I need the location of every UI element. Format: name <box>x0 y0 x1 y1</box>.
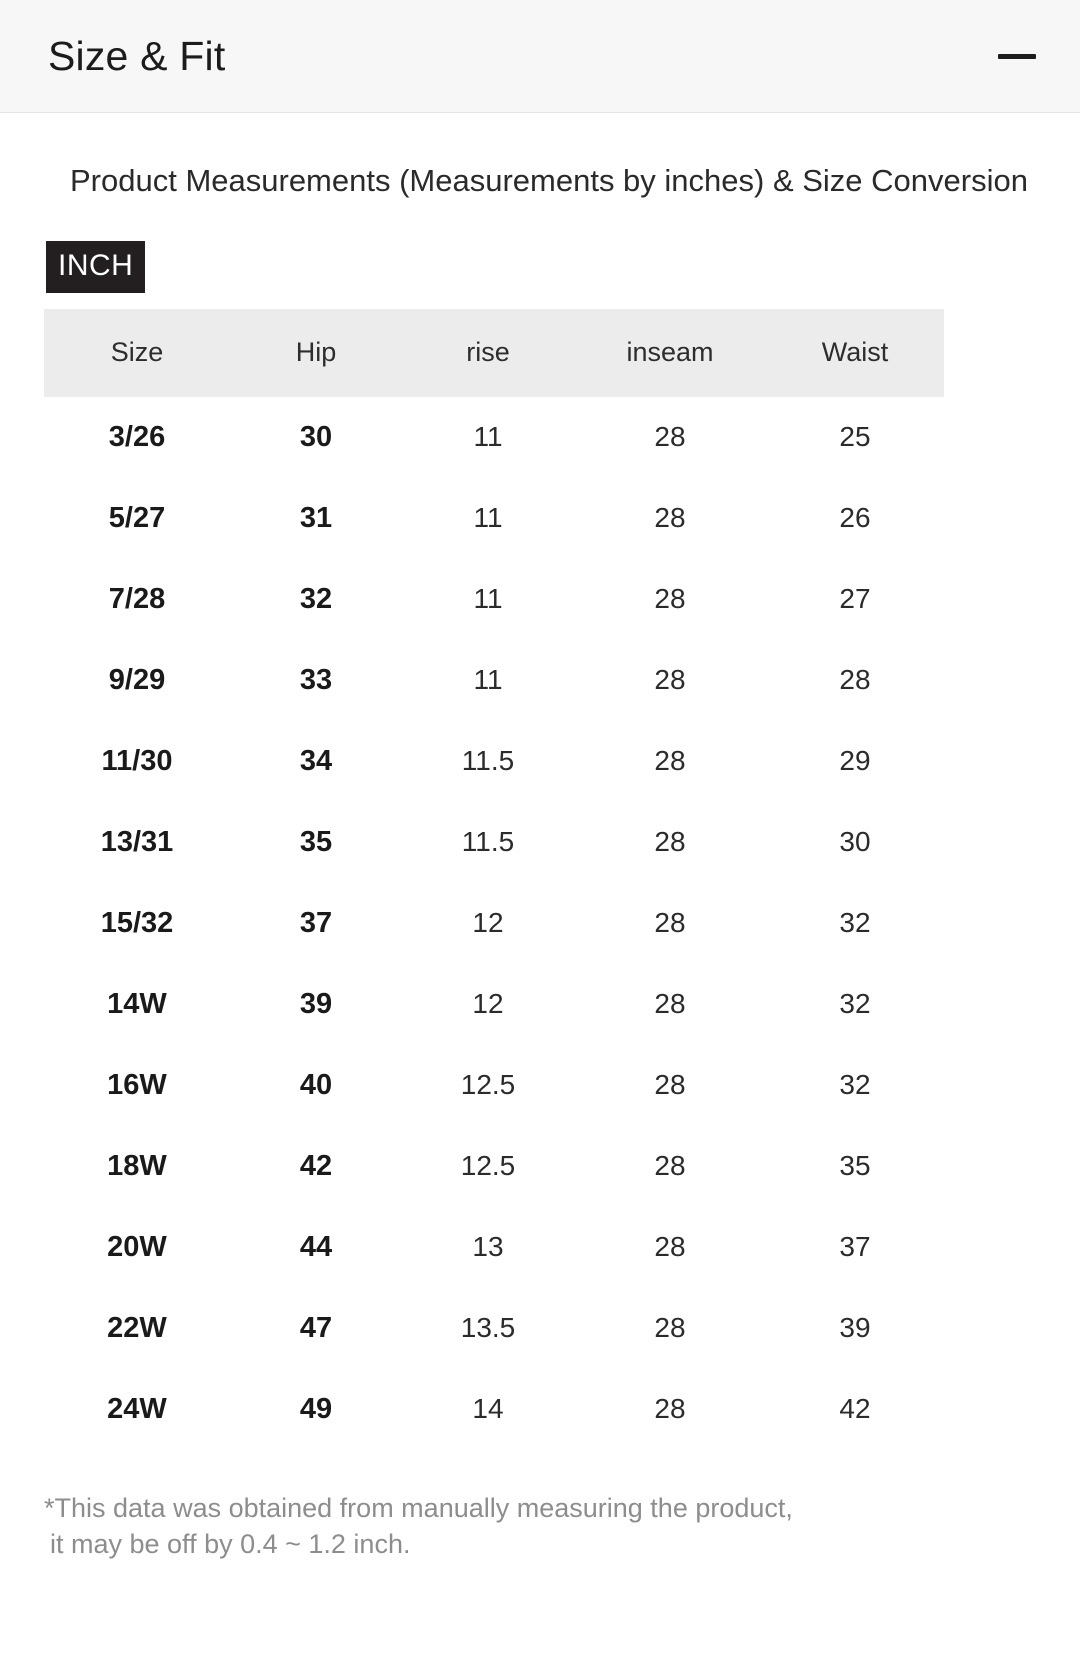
cell-size: 7/28 <box>108 582 166 615</box>
table-row <box>44 1288 944 1369</box>
cell-waist: 32 <box>839 1069 871 1101</box>
table-row <box>44 883 944 964</box>
cell-hip: 40 <box>299 1068 333 1101</box>
table-row <box>44 802 944 883</box>
cell-inseam: 28 <box>654 745 686 777</box>
cell-rise: 12.5 <box>460 1069 516 1101</box>
cell-inseam: 28 <box>654 664 686 696</box>
cell-rise: 11 <box>473 664 503 696</box>
cell-inseam: 28 <box>654 421 686 453</box>
section-header[interactable] <box>0 0 1080 113</box>
cell-size: 20W <box>107 1230 167 1263</box>
cell-size: 22W <box>107 1311 167 1344</box>
cell-waist: 25 <box>839 421 871 453</box>
column-header-size: Size <box>44 309 230 397</box>
table-row <box>44 559 944 640</box>
cell-waist: 32 <box>839 907 871 939</box>
cell-hip: 47 <box>299 1311 333 1344</box>
cell-size: 11/30 <box>101 744 173 777</box>
cell-rise: 12.5 <box>460 1150 516 1182</box>
table-row <box>44 1045 944 1126</box>
cell-rise: 11 <box>473 502 503 534</box>
cell-inseam: 28 <box>654 502 686 534</box>
cell-rise: 14 <box>472 1393 504 1425</box>
cell-rise: 13 <box>472 1231 504 1263</box>
cell-inseam: 28 <box>654 1312 686 1344</box>
cell-waist: 27 <box>839 583 871 615</box>
cell-inseam: 28 <box>654 826 686 858</box>
cell-size: 15/32 <box>100 906 174 939</box>
cell-hip: 44 <box>299 1230 333 1263</box>
cell-hip: 31 <box>299 501 333 534</box>
cell-waist: 32 <box>839 988 871 1020</box>
cell-rise: 11.5 <box>461 745 515 777</box>
cell-inseam: 28 <box>654 1069 686 1101</box>
cell-waist: 26 <box>839 502 871 534</box>
cell-size: 13/31 <box>100 825 174 858</box>
content-area <box>0 161 1080 1563</box>
cell-hip: 34 <box>299 744 333 777</box>
column-header-waist: Waist <box>766 309 944 397</box>
cell-size: 18W <box>107 1149 167 1182</box>
table-row <box>44 964 944 1045</box>
cell-inseam: 28 <box>654 907 686 939</box>
measurement-disclaimer <box>44 1490 1036 1563</box>
column-header-rise: rise <box>402 309 574 397</box>
cell-size: 3/26 <box>108 420 166 453</box>
table-row <box>44 1126 944 1207</box>
unit-badge: INCH <box>46 241 145 293</box>
cell-hip: 37 <box>299 906 333 939</box>
table-row <box>44 478 944 559</box>
disclaimer-line-1: *This data was obtained from manually measuring the product, <box>44 1492 793 1523</box>
cell-waist: 42 <box>839 1393 871 1425</box>
disclaimer-line-2: it may be off by 0.4 ~ 1.2 inch. <box>50 1529 411 1560</box>
cell-inseam: 28 <box>654 1231 686 1263</box>
cell-size: 14W <box>107 987 167 1020</box>
table-row <box>44 721 944 802</box>
size-chart-table <box>44 309 944 1450</box>
cell-waist: 39 <box>839 1312 871 1344</box>
cell-waist: 35 <box>839 1150 871 1182</box>
cell-rise: 11.5 <box>461 826 515 858</box>
minus-icon <box>998 54 1036 59</box>
cell-hip: 30 <box>299 420 333 453</box>
page-title: Size & Fit <box>48 32 226 79</box>
table-header-row <box>44 309 944 397</box>
cell-inseam: 28 <box>654 1150 686 1182</box>
cell-inseam: 28 <box>654 1393 686 1425</box>
collapse-section-button[interactable] <box>994 33 1040 79</box>
cell-hip: 49 <box>299 1392 333 1425</box>
column-header-inseam: inseam <box>574 309 766 397</box>
cell-waist: 37 <box>839 1231 871 1263</box>
cell-hip: 39 <box>299 987 333 1020</box>
cell-waist: 30 <box>839 826 871 858</box>
table-row <box>44 1207 944 1288</box>
cell-rise: 12 <box>472 907 504 939</box>
cell-inseam: 28 <box>654 583 686 615</box>
column-header-hip: Hip <box>230 309 402 397</box>
table-row <box>44 640 944 721</box>
cell-hip: 32 <box>299 582 333 615</box>
cell-inseam: 28 <box>654 988 686 1020</box>
table-row <box>44 1369 944 1450</box>
cell-rise: 11 <box>473 421 503 453</box>
cell-hip: 33 <box>299 663 333 696</box>
cell-size: 24W <box>107 1392 167 1425</box>
cell-rise: 12 <box>472 988 504 1020</box>
cell-waist: 28 <box>839 664 871 696</box>
cell-rise: 11 <box>473 583 503 615</box>
cell-size: 9/29 <box>108 663 166 696</box>
cell-size: 5/27 <box>108 501 166 534</box>
cell-hip: 35 <box>299 825 333 858</box>
table-row <box>44 397 944 478</box>
cell-rise: 13.5 <box>460 1312 516 1344</box>
cell-hip: 42 <box>299 1149 333 1182</box>
cell-waist: 29 <box>839 745 871 777</box>
intro-text: Product Measurements (Measurements by inches) & Size Conversion <box>70 163 1028 198</box>
cell-size: 16W <box>107 1068 167 1101</box>
